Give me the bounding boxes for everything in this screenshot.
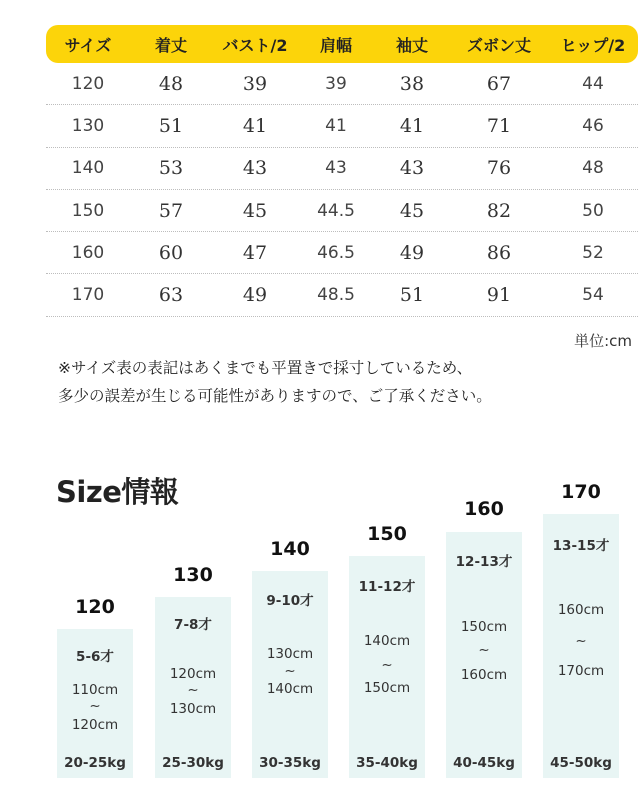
size-table: [46, 25, 638, 317]
table-cell: 46.5: [317, 242, 355, 263]
bar-age: 7-8才: [174, 617, 212, 633]
bar-age: 5-6才: [76, 649, 114, 665]
size-bar-120: [57, 596, 133, 778]
table-cell: 45: [399, 199, 425, 222]
size-bar-160: [446, 498, 522, 778]
table-cell: 76: [486, 157, 512, 180]
note-line: ※サイズ表の表記はあくまでも平置きで採寸しているため、: [58, 359, 473, 377]
table-cell: 44.5: [317, 200, 355, 221]
bar-size-label: 140: [270, 538, 310, 560]
bar-height-to: 170cm: [557, 663, 605, 679]
header-sleeve: 袖丈: [395, 35, 428, 55]
bar-height-from: 110cm: [71, 682, 119, 698]
note-line: 多少の誤差が生じる可能性がありますので、ご了承ください。: [58, 387, 492, 405]
table-cell: 57: [158, 199, 184, 222]
header-length: 着丈: [154, 35, 187, 55]
size-bar-130: [155, 564, 231, 778]
table-cell: 43: [399, 157, 425, 180]
bar-height-from: 120cm: [169, 666, 217, 682]
table-cell: 44: [582, 73, 604, 94]
table-cell: 49: [399, 241, 425, 264]
table-cell: 39: [325, 73, 347, 94]
bar-height-to: 130cm: [169, 701, 217, 717]
table-cell: 51: [399, 284, 425, 307]
measurement-note: [58, 354, 492, 410]
table-cell: 170: [71, 285, 105, 306]
bar-weight: 35-40kg: [356, 755, 418, 771]
bar-height-tilde: ~: [478, 642, 490, 658]
bar-age: 13-15才: [552, 538, 610, 554]
bar-height-to: 120cm: [71, 717, 119, 733]
table-cell: 67: [486, 72, 512, 95]
table-cell: 150: [71, 200, 105, 221]
bar-height-to: 160cm: [460, 667, 508, 683]
table-cell: 91: [486, 284, 512, 307]
table-cell: 43: [325, 158, 347, 179]
table-cell: 53: [158, 157, 184, 180]
table-cell: 48.5: [317, 285, 355, 306]
size-bar-140: [252, 538, 328, 778]
table-cell: 71: [486, 114, 512, 137]
bar-height-tilde: ~: [284, 663, 296, 679]
size-bar-170: [543, 481, 619, 778]
table-cell: 49: [242, 284, 268, 307]
bar-size-label: 130: [173, 564, 213, 586]
table-cell: 39: [242, 72, 268, 95]
table-cell: 38: [399, 72, 425, 95]
table-cell: 52: [582, 242, 604, 263]
header-hip: ヒップ/2: [560, 35, 626, 55]
bar-size-label: 120: [75, 596, 115, 618]
table-row: [46, 232, 638, 274]
bar-height-from: 130cm: [266, 646, 314, 662]
table-cell: 54: [582, 285, 604, 306]
bar-weight: 25-30kg: [162, 755, 224, 771]
table-cell: 160: [71, 242, 105, 263]
bar-weight: 40-45kg: [453, 755, 515, 771]
table-row: [46, 274, 638, 316]
table-cell: 41: [399, 114, 425, 137]
bar-size-label: 170: [561, 481, 601, 503]
table-header: [46, 25, 638, 63]
header-pants-length: ズボン丈: [466, 35, 531, 55]
table-cell: 82: [486, 199, 512, 222]
table-cell: 63: [158, 284, 184, 307]
table-cell: 140: [71, 158, 105, 179]
table-cell: 60: [158, 241, 184, 264]
bar-weight: 45-50kg: [550, 755, 612, 771]
table-cell: 41: [325, 115, 347, 136]
table-cell: 48: [158, 72, 184, 95]
table-cell: 50: [582, 200, 604, 221]
header-bust: バスト/2: [222, 35, 288, 55]
table-cell: 46: [582, 115, 604, 136]
table-cell: 45: [242, 199, 268, 222]
table-cell: 41: [242, 114, 268, 137]
table-row: [46, 148, 638, 190]
bar-age: 9-10才: [266, 593, 314, 609]
bar-height-to: 150cm: [363, 680, 411, 696]
size-info-title: Size情報: [56, 475, 179, 509]
bar-height-from: 160cm: [557, 602, 605, 618]
table-cell: 47: [242, 241, 268, 264]
bar-height-tilde: ~: [89, 698, 101, 714]
bar-height-tilde: ~: [187, 682, 199, 698]
table-cell: 130: [71, 115, 105, 136]
header-size: サイズ: [64, 35, 112, 55]
table-cell: 43: [242, 157, 268, 180]
bar-age: 12-13才: [455, 554, 513, 570]
bar-weight: 30-35kg: [259, 755, 321, 771]
bar-height-tilde: ~: [381, 657, 393, 673]
bar-height-to: 140cm: [266, 681, 314, 697]
bar-height-from: 150cm: [460, 619, 508, 635]
bar-weight: 20-25kg: [64, 755, 126, 771]
bar-age: 11-12才: [358, 579, 416, 595]
table-cell: 48: [582, 158, 604, 179]
table-cell: 86: [486, 241, 512, 264]
bar-height-tilde: ~: [575, 633, 587, 649]
bar-size-label: 150: [367, 523, 407, 545]
header-shoulder: 肩幅: [319, 35, 352, 55]
table-cell: 120: [71, 73, 105, 94]
table-cell: 51: [158, 114, 184, 137]
bar-size-label: 160: [464, 498, 504, 520]
unit-label: 単位:cm: [574, 332, 632, 350]
table-row: [46, 63, 638, 105]
table-row: [46, 105, 638, 147]
size-bar-150: [349, 523, 425, 778]
table-row: [46, 190, 638, 232]
bar-height-from: 140cm: [363, 633, 411, 649]
